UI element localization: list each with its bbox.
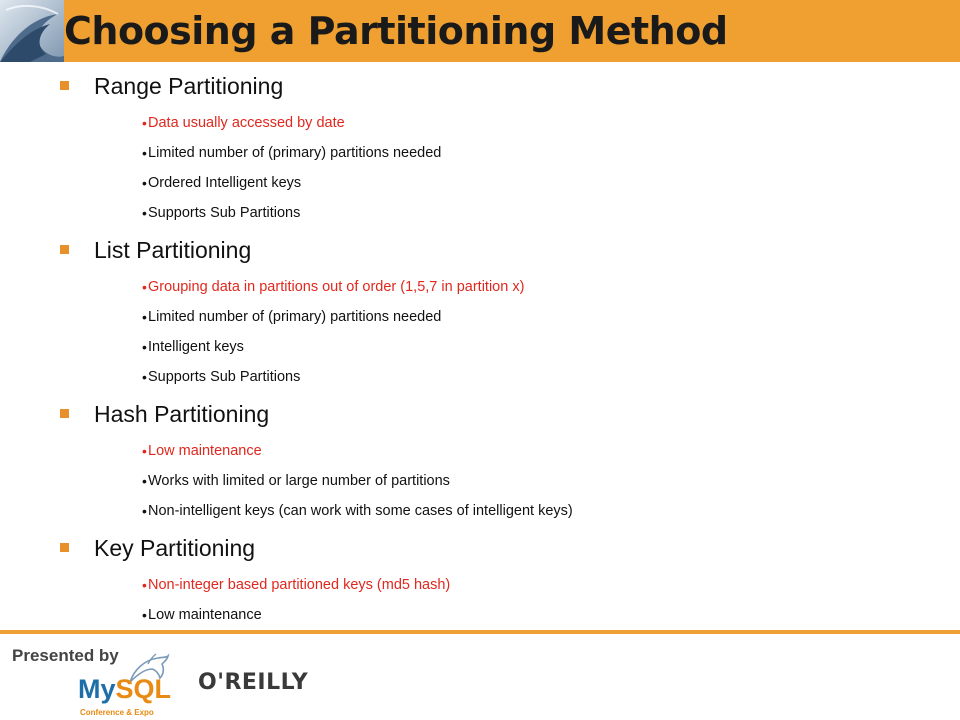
slide-title: Choosing a Partitioning Method: [64, 9, 728, 53]
list-item-text: Limited number of (primary) partitions needed: [148, 145, 442, 161]
bullet-dot-icon: •: [142, 175, 147, 191]
section-heading: [0, 228, 960, 272]
list-item: [0, 302, 960, 332]
footer: [0, 634, 960, 720]
list-item-text: Low maintenance: [148, 607, 262, 623]
oreilly-logo: O'REILLY: [198, 670, 309, 695]
mysql-wordmark: [78, 674, 171, 705]
bullet-dot-icon: •: [142, 503, 147, 519]
list-item-text: Supports Sub Partitions: [148, 205, 301, 221]
list-item: [0, 198, 960, 228]
section-label: Key Partitioning: [94, 535, 256, 561]
list-item: [0, 496, 960, 526]
section-heading: [0, 64, 960, 108]
wave-logo-icon: [0, 0, 64, 62]
bullet-dot-icon: •: [142, 145, 147, 161]
section-heading: [0, 392, 960, 436]
list-item: [0, 570, 960, 600]
list-item-text: Grouping data in partitions out of order (1,5,7 in partition x): [148, 279, 525, 295]
section-label: List Partitioning: [94, 237, 252, 263]
list-item: [0, 272, 960, 302]
list-item-text: Non-intelligent keys (can work with some cases of intelligent keys): [148, 503, 573, 519]
bullet-dot-icon: •: [142, 577, 147, 593]
list-item: [0, 600, 960, 630]
square-bullet-icon: [60, 543, 69, 552]
bullet-dot-icon: •: [142, 279, 147, 295]
section-label: Range Partitioning: [94, 73, 284, 99]
bullet-dot-icon: •: [142, 607, 147, 623]
list-item-text: Data usually accessed by date: [148, 115, 345, 131]
section-heading: [0, 526, 960, 570]
presented-by-label: Presented by: [12, 646, 119, 665]
list-item: [0, 436, 960, 466]
list-item: [0, 362, 960, 392]
square-bullet-icon: [60, 81, 69, 90]
list-item: [0, 466, 960, 496]
list-item: [0, 138, 960, 168]
list-item-text: Works with limited or large number of partitions: [148, 473, 450, 489]
list-item: [0, 332, 960, 362]
mysql-sql: SQL: [115, 674, 172, 704]
section-label: Hash Partitioning: [94, 401, 270, 427]
bullet-dot-icon: •: [142, 339, 147, 355]
bullet-list: [0, 64, 960, 630]
bullet-dot-icon: •: [142, 309, 147, 325]
square-bullet-icon: [60, 245, 69, 254]
bullet-dot-icon: •: [142, 443, 147, 459]
list-item-text: Ordered Intelligent keys: [148, 175, 302, 191]
mysql-subtitle: Conference & Expo: [80, 708, 154, 717]
bullet-dot-icon: •: [142, 473, 147, 489]
list-item: [0, 108, 960, 138]
mysql-my: My: [78, 674, 116, 704]
list-item: [0, 168, 960, 198]
list-item-text: Supports Sub Partitions: [148, 369, 301, 385]
list-item-text: Limited number of (primary) partitions needed: [148, 309, 442, 325]
list-item-text: Low maintenance: [148, 443, 262, 459]
bullet-dot-icon: •: [142, 369, 147, 385]
square-bullet-icon: [60, 409, 69, 418]
bullet-dot-icon: •: [142, 205, 147, 221]
header-bar: [0, 0, 960, 62]
bullet-dot-icon: •: [142, 115, 147, 131]
mysql-conference-logo: [78, 652, 178, 718]
list-item-text: Non-integer based partitioned keys (md5 hash): [148, 577, 451, 593]
list-item-text: Intelligent keys: [148, 339, 244, 355]
